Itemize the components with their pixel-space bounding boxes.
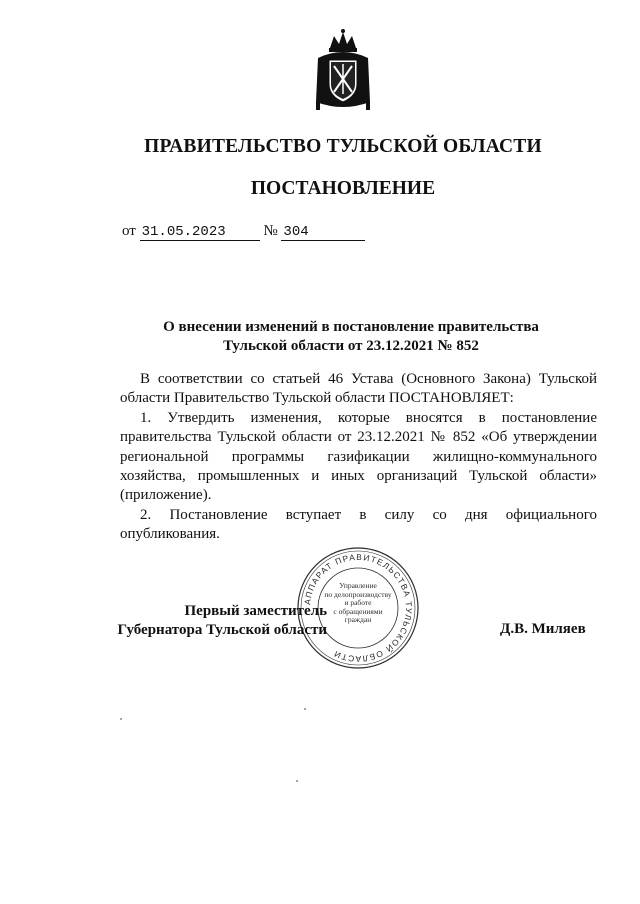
stamp-line: по делопроизводству (324, 589, 392, 599)
date-prefix: от (122, 223, 136, 239)
stamp-line: и работе (344, 598, 372, 608)
signatory-title (112, 602, 327, 640)
body-paragraph: 2. Постановление вступает в силу со дня официального опубликования. (120, 506, 597, 543)
document-title (120, 318, 582, 356)
signatory-name: Д.В. Миляев (500, 621, 586, 637)
document-meta (122, 223, 365, 241)
stamp-line: граждан (344, 615, 372, 625)
coat-of-arms-emblem (312, 28, 374, 114)
scan-speck (120, 718, 122, 720)
scan-speck (296, 780, 298, 782)
document-number: 304 (281, 225, 365, 241)
authority-heading: ПРАВИТЕЛЬСТВО ТУЛЬСКОЙ ОБЛАСТИ (144, 136, 542, 157)
document-body (120, 370, 597, 545)
document-type-heading: ПОСТАНОВЛЕНИЕ (250, 178, 436, 199)
body-paragraph: 1. Утвердить изменения, которые вносятся в постановление правительства Тульской области от 23.12.2021 № 852 «Об утверждении региональной программы газификации жилищно-коммунального хозяйства, промышленных и иных организаций Тульской области» (приложение). (120, 409, 597, 504)
number-prefix: № (263, 223, 278, 239)
signatory-title-line: Губернатора Тульской области (117, 622, 327, 638)
stamp-line: Управление (339, 581, 377, 590)
document-date: 31.05.2023 (140, 225, 260, 241)
title-line: О внесении изменений в постановление правительства (163, 319, 539, 335)
title-line: Тульской области от 23.12.2021 № 852 (223, 338, 479, 354)
signatory-title-line: Первый заместитель (184, 603, 327, 619)
stamp-ring-text: АППАРАТ ПРАВИТЕЛЬСТВА ТУЛЬСКОЙ ОБЛАСТИ (302, 551, 415, 665)
stamp-line: с обращениями (333, 606, 383, 616)
body-paragraph: В соответствии со статьей 46 Устава (Основного Закона) Тульской области Правительство Тульской области ПОСТАНОВЛЯЕТ: (120, 371, 597, 407)
scan-speck (304, 708, 306, 710)
stamp-center-text (320, 582, 396, 625)
